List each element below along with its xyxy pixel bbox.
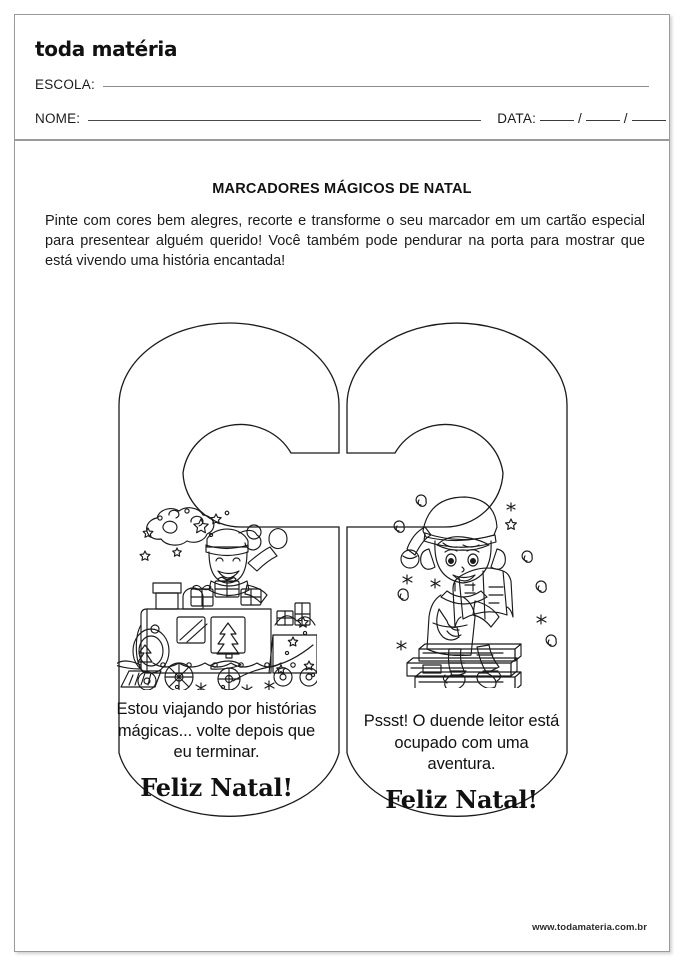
page-title: MARCADORES MÁGICOS DE NATAL [212,181,472,197]
field-row-escola [35,77,649,92]
hanger-message-right: Pssst! O duende leitor está ocupado com uma aventura. [363,712,560,773]
footer-url[interactable]: www.todamateria.com.br [532,922,647,933]
data-label: DATA: [497,111,537,126]
worksheet-body [15,141,669,953]
hanger-greeting-right: Feliz Natal! [385,784,538,814]
data-day-rule[interactable] [540,120,574,121]
hanger-greeting-left: Feliz Natal! [140,772,293,802]
date-separator-1: / [578,111,582,126]
nome-label: NOME: [35,111,81,126]
field-group-data [497,111,669,126]
hanger-text-left [114,699,319,802]
worksheet-page [14,14,670,952]
hanger-text-right [359,711,564,814]
escola-label: ESCOLA: [35,77,95,92]
brand-logo: toda matéria [35,37,178,61]
illustration-elf-reading [363,483,563,688]
nome-input-rule[interactable] [88,120,481,121]
data-year-rule[interactable] [632,120,666,121]
door-hanger-artboard [101,313,585,883]
illustration-christmas-train [117,485,317,690]
instructions-text: Pinte com cores bem alegres, recorte e transforme o seu marcador em um cartão especial para presentear alguém querido! Você também pode pendurar na porta para mostrar que está vivendo uma história encantada! [45,213,645,269]
escola-input-rule[interactable] [103,86,649,87]
data-month-rule[interactable] [586,120,620,121]
hanger-message-left: Estou viajando por histórias mágicas... volte depois que eu terminar. [116,700,317,761]
field-row-nome [35,111,649,126]
date-separator-2: / [623,111,628,126]
page-header [15,15,669,141]
